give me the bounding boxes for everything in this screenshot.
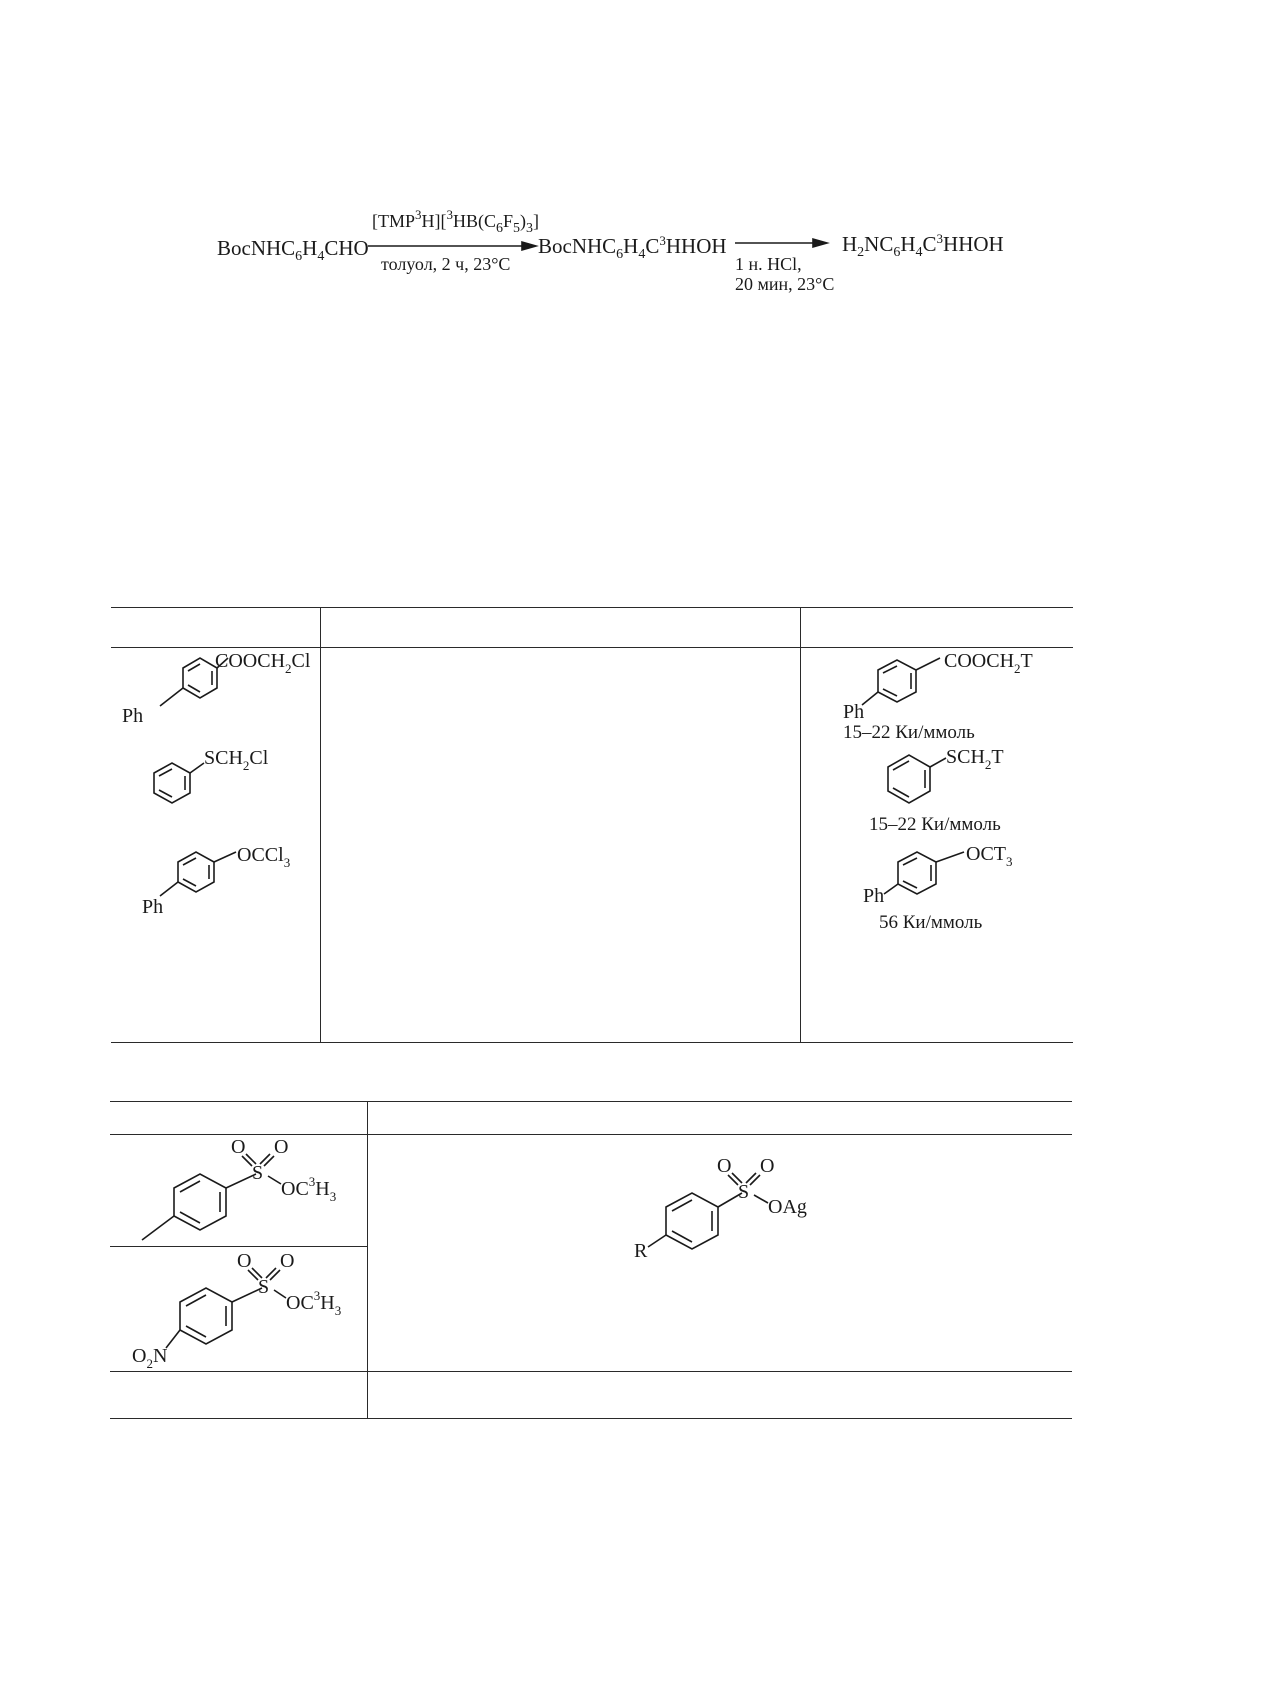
table1-col-divider-2: [800, 607, 801, 1042]
table2-col-divider: [367, 1101, 368, 1418]
product-biphenyl-tritiomethoxy: [860, 840, 1040, 910]
table1-bottom-rule: [111, 1042, 1073, 1043]
reaction-arrow-1: [368, 240, 538, 252]
product-o2: O: [760, 1155, 775, 1177]
reagent2-o1: O: [237, 1250, 252, 1272]
hydrolysis-conditions-1: 1 н. HCl,: [735, 254, 802, 274]
solvent-conditions: толуол, 2 ч, 23°C: [381, 254, 511, 274]
table2-lower-rule: [110, 1371, 1072, 1372]
table1-top-rule: [111, 607, 1073, 608]
substrate3-ph: Ph: [142, 896, 164, 918]
product3-ph: Ph: [863, 885, 885, 907]
reagent1-o2: O: [274, 1136, 289, 1158]
product-formula: $H_2NC_6H_4C^3HHOH$: [842, 231, 1004, 260]
table2-header-rule: [110, 1134, 1072, 1135]
reagent1-o1: O: [231, 1136, 246, 1158]
substrate-biphenyl-trichloromethoxy: [138, 840, 308, 920]
reagent2-o2: O: [280, 1250, 295, 1272]
product1-activity: 15–22 Ки/ммоль: [843, 722, 975, 743]
substrate1-ph: Ph: [122, 705, 144, 727]
reagent-methyl-nosylate: [128, 1250, 358, 1370]
product-o1: O: [717, 1155, 732, 1177]
reactant-formula: $BocNHC_6H_4CHO$: [217, 236, 369, 264]
substrate3-group: OCCl$_3$: [237, 844, 291, 870]
table1-col-divider-1: [320, 607, 321, 1042]
product1-ph: Ph: [843, 701, 865, 723]
reagent1-s: S: [252, 1162, 264, 1184]
reaction-arrow-2: [735, 237, 830, 249]
table2-top-rule: [110, 1101, 1072, 1102]
product-silver-sulfonate: [630, 1155, 830, 1265]
intermediate-formula: $BocNHC_6H_4C^3HHOH$: [538, 233, 727, 262]
substrate-thioether: [148, 745, 308, 815]
reagent-label: $[TMP^3H][^3HB(C_6F_5)_3]$: [372, 207, 540, 236]
product3-activity: 56 Ки/ммоль: [879, 912, 983, 933]
substrate-biphenyl-ester: [118, 650, 318, 730]
reagent2-ester: $OC^3H_3$: [286, 1288, 342, 1318]
table2-bottom-rule: [110, 1418, 1072, 1419]
substrate1-group: $COOCH_2Cl$: [215, 650, 311, 676]
product-biphenyl-ester-tritium: [840, 650, 1060, 723]
reagent2-s: S: [258, 1276, 270, 1298]
reagent-methyl-tosylate: [138, 1136, 358, 1246]
table2-row-rule: [110, 1246, 367, 1247]
product-s: S: [738, 1181, 750, 1203]
product-tail: OAg: [768, 1196, 807, 1218]
table1-header-rule: [111, 647, 1073, 648]
product1-group: $COOCH_2T$: [944, 650, 1033, 676]
product2-activity: 15–22 Ки/ммоль: [869, 814, 1001, 835]
reagent1-ester: $OC^3H_3$: [281, 1174, 337, 1204]
product2-group: $SCH_2T$: [946, 746, 1004, 772]
substrate2-group: $SCH_2Cl$: [204, 747, 269, 773]
product-thioether-tritium: [880, 745, 1040, 815]
hydrolysis-conditions-2: 20 мин, 23°C: [735, 274, 835, 294]
reagent2-nitro: $O_2N$: [132, 1345, 168, 1371]
product-r: R: [634, 1240, 648, 1262]
product3-group: $OCT_3$: [966, 843, 1013, 869]
